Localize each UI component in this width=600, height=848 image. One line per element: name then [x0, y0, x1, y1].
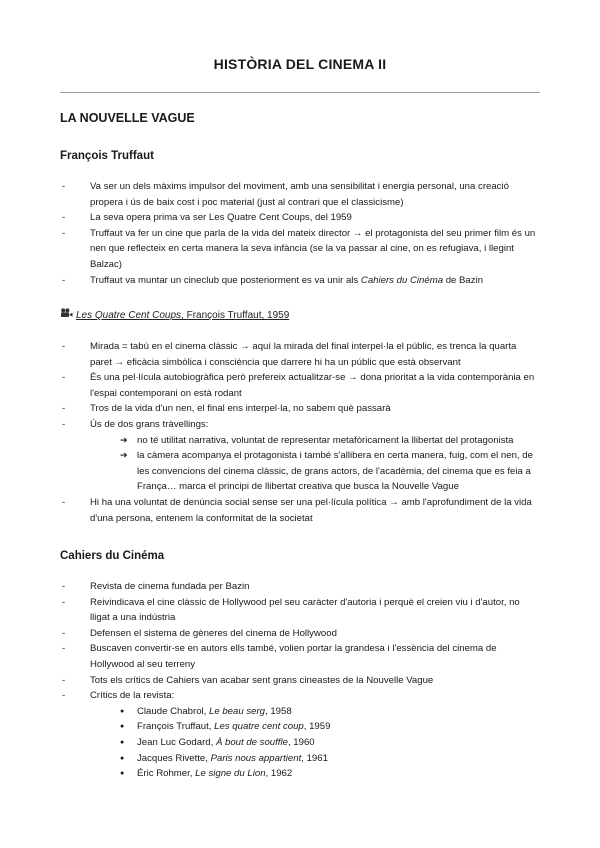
document-title: HISTÒRIA DEL CINEMA II: [213, 56, 387, 72]
critic-item: [90, 766, 540, 782]
critic-name: Éric Rohmer,: [137, 768, 196, 780]
critic-film: Le beau serg: [209, 705, 266, 717]
critic-film: Les quatre cent coup: [214, 721, 304, 733]
critic-name: Jacques Rivette,: [137, 752, 211, 764]
truffaut-heading: François Truffaut: [60, 150, 154, 162]
critic-item: [90, 751, 540, 767]
section-heading: LA NOUVELLE VAGUE: [60, 111, 195, 125]
sub-list-item: ➔ la càmera acompanya el protagonista i també s'allibera en certa manera, fuig, com el nen, de les convencions del cinema clàssic, de grans actors, de l'acadèmia, del cinema que es feia a França… marca el principi de llibertat creativa que busca la Nouvelle Vague: [90, 448, 540, 495]
list-item: - Va ser un dels màxims impulsor del moviment, amb una sensibilitat i energia personal, una creació propera i ús de baix cost i poc material (just al contrari que el classicisme): [60, 179, 540, 210]
film-title: Les Quatre Cent Coups: [76, 310, 182, 321]
critic-item: [90, 719, 540, 735]
list-item: - Tots els crítics de Cahiers van acabar sent grans cineastes de la Nouvelle Vague: [60, 673, 540, 689]
cahiers-list: [60, 579, 540, 782]
list-item: - És una pel·lícula autobiogràfica però prefereix actualitzar-se → dona prioritat a la vida contemporània en l'espai contemporani on està rodant: [60, 370, 540, 401]
list-item: - La seva opera prima va ser Les Quatre Cent Coups, del 1959: [60, 210, 540, 226]
list-item: - Mirada = tabú en el cinema clàssic → aquí la mirada del final interpel·la el públic, es trenca la quarta paret → eficàcia simbòlica i consciència que darrere hi ha un públic que està observant: [60, 339, 540, 370]
list-item: [60, 688, 540, 782]
travelling-sublist: [90, 433, 540, 495]
list-item: - Defensen el sistema de gèneres del cinema de Hollywood: [60, 626, 540, 642]
list-item-text: Ús de dos grans tràvellings:: [90, 418, 209, 430]
critic-name: Jean Luc Godard,: [137, 736, 216, 748]
critic-year: , 1959: [303, 721, 331, 733]
film-notes-list: [60, 339, 540, 526]
critic-name: François Truffaut,: [137, 721, 215, 733]
list-item-text: Crítics de la revista:: [90, 690, 175, 702]
critic-film: Paris nous appartient: [210, 752, 302, 764]
list-item: - Buscaven convertir-se en autors ells també, volien portar la grandesa i l'essència del cinema de Hollywood al seu terreny: [60, 641, 540, 672]
critics-sublist: [90, 704, 540, 782]
list-item-text: Truffaut va muntar un cineclub que posteriorment es va unir als: [90, 274, 361, 286]
list-item: - Truffaut va fer un cine que parla de la vida del mateix director → el protagonista del seu primer film és un nen que reflecteix en certa manera la seva infància (se la va passar al cine, on es refugiava, i llegint Balzac): [60, 226, 540, 273]
critic-name: Claude Chabrol,: [137, 705, 209, 717]
cahiers-title: Cahiers du Cinéma: [360, 274, 444, 286]
critic-film: À bout de souffle: [215, 736, 288, 748]
critic-year: , 1961: [301, 752, 328, 764]
title-divider: [60, 92, 540, 93]
truffaut-list: [60, 179, 540, 288]
sub-list-item: ➔ no té utilitat narrativa, voluntat de representar metafòricament la llibertat del protagonista: [90, 433, 540, 449]
list-item: - Revista de cinema fundada per Bazin: [60, 579, 540, 595]
cahiers-heading: Cahiers du Cinéma: [60, 550, 165, 562]
list-item: [60, 417, 540, 495]
list-item: - Tros de la vida d'un nen, el final ens interpel·la, no sabem què passarà: [60, 401, 540, 417]
critic-item: [90, 735, 540, 751]
critic-year: , 1958: [265, 705, 292, 717]
movie-camera-icon: [60, 308, 73, 321]
list-item: - Reivindicava el cine clàssic de Hollywood pel seu caràcter d'autoria i perquè el creien viu i d'autor, no lligat a una indústria: [60, 595, 540, 626]
critic-year: , 1960: [287, 736, 315, 748]
list-item-text: de Bazin: [443, 274, 484, 286]
critic-film: Le signe du Lion: [195, 768, 266, 780]
film-credit: , François Truffaut, 1959: [181, 310, 290, 321]
list-item: - Hi ha una voluntat de denúncia social sense ser una pel·lícula política → amb l'aprofundiment de la vida d'una persona, entenem la conformitat de la societat: [60, 495, 540, 526]
film-link[interactable]: [60, 308, 289, 321]
list-item: [60, 273, 540, 289]
critic-item: [90, 704, 540, 720]
critic-year: , 1962: [265, 768, 293, 780]
